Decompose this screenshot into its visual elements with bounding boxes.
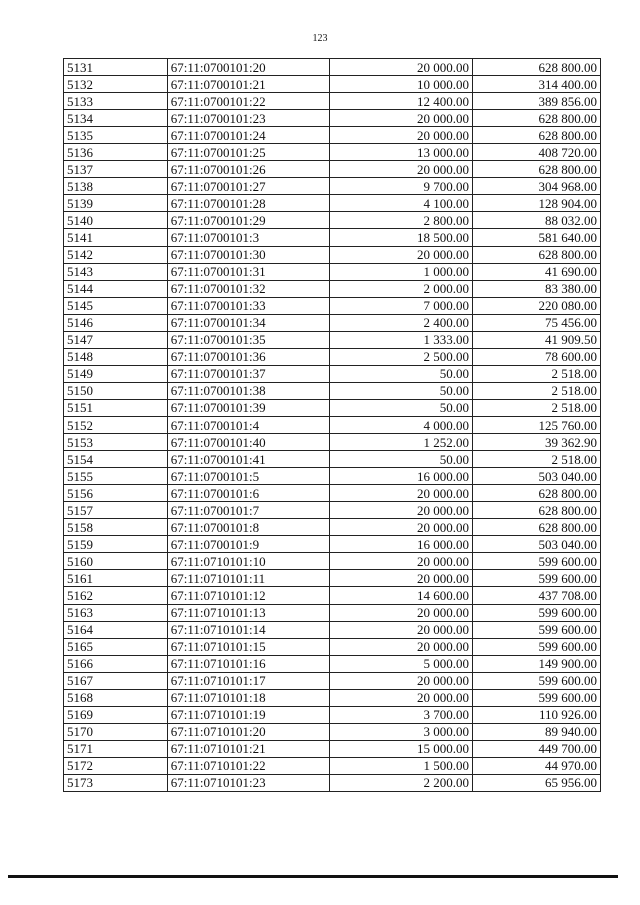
area-cell: 50.00 (329, 382, 472, 399)
cadastral-number-cell: 67:11:0700101:4 (167, 416, 329, 433)
table-row (64, 399, 601, 416)
area-cell: 20 000.00 (329, 502, 472, 519)
record-number-cell: 5172 (64, 757, 168, 774)
area-cell: 20 000.00 (329, 59, 472, 76)
record-number-cell: 5143 (64, 263, 168, 280)
value-cell: 599 600.00 (473, 553, 601, 570)
record-number-cell: 5133 (64, 93, 168, 110)
area-cell: 2 800.00 (329, 212, 472, 229)
table-row (64, 451, 601, 468)
cadastral-number-cell: 67:11:0710101:16 (167, 655, 329, 672)
table-row (64, 757, 601, 774)
table-row (64, 297, 601, 314)
cadastral-number-cell: 67:11:0700101:25 (167, 144, 329, 161)
record-number-cell: 5166 (64, 655, 168, 672)
table-row (64, 178, 601, 195)
value-cell: 628 800.00 (473, 485, 601, 502)
record-number-cell: 5144 (64, 280, 168, 297)
area-cell: 20 000.00 (329, 672, 472, 689)
cadastral-number-cell: 67:11:0700101:30 (167, 246, 329, 263)
value-cell: 599 600.00 (473, 621, 601, 638)
record-number-cell: 5149 (64, 365, 168, 382)
table-row (64, 93, 601, 110)
record-number-cell: 5138 (64, 178, 168, 195)
area-cell: 4 000.00 (329, 416, 472, 433)
table-row (64, 212, 601, 229)
table-row (64, 314, 601, 331)
record-number-cell: 5170 (64, 723, 168, 740)
table-row (64, 689, 601, 706)
area-cell: 2 000.00 (329, 280, 472, 297)
value-cell: 41 690.00 (473, 263, 601, 280)
cadastral-number-cell: 67:11:0700101:34 (167, 314, 329, 331)
cadastral-number-cell: 67:11:0710101:18 (167, 689, 329, 706)
area-cell: 5 000.00 (329, 655, 472, 672)
cadastral-number-cell: 67:11:0700101:36 (167, 348, 329, 365)
cadastral-number-cell: 67:11:0700101:29 (167, 212, 329, 229)
value-cell: 41 909.50 (473, 331, 601, 348)
value-cell: 78 600.00 (473, 348, 601, 365)
cadastral-number-cell: 67:11:0710101:22 (167, 757, 329, 774)
value-cell: 125 760.00 (473, 416, 601, 433)
record-number-cell: 5141 (64, 229, 168, 246)
value-cell: 408 720.00 (473, 144, 601, 161)
value-cell: 88 032.00 (473, 212, 601, 229)
record-number-cell: 5159 (64, 536, 168, 553)
table-row (64, 604, 601, 621)
area-cell: 3 000.00 (329, 723, 472, 740)
record-number-cell: 5163 (64, 604, 168, 621)
record-number-cell: 5160 (64, 553, 168, 570)
cadastral-number-cell: 67:11:0710101:20 (167, 723, 329, 740)
value-cell: 599 600.00 (473, 570, 601, 587)
cadastral-number-cell: 67:11:0700101:28 (167, 195, 329, 212)
value-cell: 581 640.00 (473, 229, 601, 246)
value-cell: 128 904.00 (473, 195, 601, 212)
record-number-cell: 5155 (64, 468, 168, 485)
record-number-cell: 5150 (64, 382, 168, 399)
table-row (64, 59, 601, 76)
area-cell: 20 000.00 (329, 638, 472, 655)
table-row (64, 263, 601, 280)
area-cell: 20 000.00 (329, 519, 472, 536)
value-cell: 65 956.00 (473, 774, 601, 791)
area-cell: 12 400.00 (329, 93, 472, 110)
area-cell: 20 000.00 (329, 621, 472, 638)
cadastral-number-cell: 67:11:0710101:15 (167, 638, 329, 655)
record-number-cell: 5131 (64, 59, 168, 76)
record-number-cell: 5154 (64, 451, 168, 468)
value-cell: 628 800.00 (473, 519, 601, 536)
record-number-cell: 5156 (64, 485, 168, 502)
table-row (64, 246, 601, 263)
cadastral-number-cell: 67:11:0710101:14 (167, 621, 329, 638)
cadastral-number-cell: 67:11:0700101:5 (167, 468, 329, 485)
area-cell: 20 000.00 (329, 689, 472, 706)
value-cell: 314 400.00 (473, 76, 601, 93)
cadastral-number-cell: 67:11:0710101:17 (167, 672, 329, 689)
value-cell: 149 900.00 (473, 655, 601, 672)
record-number-cell: 5157 (64, 502, 168, 519)
cadastral-number-cell: 67:11:0700101:3 (167, 229, 329, 246)
record-number-cell: 5142 (64, 246, 168, 263)
value-cell: 503 040.00 (473, 536, 601, 553)
record-number-cell: 5134 (64, 110, 168, 127)
area-cell: 20 000.00 (329, 604, 472, 621)
record-number-cell: 5152 (64, 416, 168, 433)
area-cell: 1 000.00 (329, 263, 472, 280)
table-row (64, 519, 601, 536)
area-cell: 9 700.00 (329, 178, 472, 195)
area-cell: 2 500.00 (329, 348, 472, 365)
area-cell: 20 000.00 (329, 570, 472, 587)
area-cell: 2 400.00 (329, 314, 472, 331)
value-cell: 628 800.00 (473, 127, 601, 144)
cadastral-table (63, 58, 601, 792)
cadastral-number-cell: 67:11:0700101:38 (167, 382, 329, 399)
cadastral-number-cell: 67:11:0700101:21 (167, 76, 329, 93)
table-row (64, 570, 601, 587)
value-cell: 628 800.00 (473, 502, 601, 519)
value-cell: 75 456.00 (473, 314, 601, 331)
area-cell: 20 000.00 (329, 553, 472, 570)
value-cell: 503 040.00 (473, 468, 601, 485)
table-row (64, 774, 601, 791)
area-cell: 16 000.00 (329, 468, 472, 485)
cadastral-number-cell: 67:11:0700101:35 (167, 331, 329, 348)
cadastral-number-cell: 67:11:0700101:32 (167, 280, 329, 297)
cadastral-number-cell: 67:11:0700101:37 (167, 365, 329, 382)
value-cell: 2 518.00 (473, 451, 601, 468)
table-row (64, 416, 601, 433)
area-cell: 3 700.00 (329, 706, 472, 723)
table-row (64, 468, 601, 485)
area-cell: 4 100.00 (329, 195, 472, 212)
record-number-cell: 5153 (64, 434, 168, 451)
value-cell: 628 800.00 (473, 161, 601, 178)
table-row (64, 280, 601, 297)
record-number-cell: 5162 (64, 587, 168, 604)
page-number: 123 (312, 33, 328, 44)
area-cell: 16 000.00 (329, 536, 472, 553)
area-cell: 10 000.00 (329, 76, 472, 93)
cadastral-number-cell: 67:11:0710101:12 (167, 587, 329, 604)
value-cell: 2 518.00 (473, 399, 601, 416)
cadastral-number-cell: 67:11:0700101:20 (167, 59, 329, 76)
table-row (64, 110, 601, 127)
value-cell: 44 970.00 (473, 757, 601, 774)
table-row (64, 365, 601, 382)
value-cell: 389 856.00 (473, 93, 601, 110)
record-number-cell: 5136 (64, 144, 168, 161)
area-cell: 50.00 (329, 399, 472, 416)
record-number-cell: 5145 (64, 297, 168, 314)
record-number-cell: 5165 (64, 638, 168, 655)
value-cell: 89 940.00 (473, 723, 601, 740)
area-cell: 2 200.00 (329, 774, 472, 791)
value-cell: 599 600.00 (473, 689, 601, 706)
value-cell: 110 926.00 (473, 706, 601, 723)
value-cell: 83 380.00 (473, 280, 601, 297)
record-number-cell: 5164 (64, 621, 168, 638)
area-cell: 7 000.00 (329, 297, 472, 314)
cadastral-number-cell: 67:11:0710101:21 (167, 740, 329, 757)
table-row (64, 502, 601, 519)
area-cell: 14 600.00 (329, 587, 472, 604)
area-cell: 15 000.00 (329, 740, 472, 757)
table-row (64, 485, 601, 502)
table-row (64, 672, 601, 689)
footer-rule (8, 875, 618, 878)
table-row (64, 76, 601, 93)
record-number-cell: 5167 (64, 672, 168, 689)
cadastral-number-cell: 67:11:0700101:6 (167, 485, 329, 502)
area-cell: 20 000.00 (329, 110, 472, 127)
table-row (64, 723, 601, 740)
table-row (64, 382, 601, 399)
cadastral-number-cell: 67:11:0700101:26 (167, 161, 329, 178)
record-number-cell: 5148 (64, 348, 168, 365)
table-row (64, 229, 601, 246)
area-cell: 50.00 (329, 451, 472, 468)
record-number-cell: 5140 (64, 212, 168, 229)
record-number-cell: 5158 (64, 519, 168, 536)
cadastral-number-cell: 67:11:0700101:22 (167, 93, 329, 110)
value-cell: 599 600.00 (473, 672, 601, 689)
value-cell: 599 600.00 (473, 638, 601, 655)
cadastral-number-cell: 67:11:0710101:10 (167, 553, 329, 570)
table-row (64, 536, 601, 553)
area-cell: 18 500.00 (329, 229, 472, 246)
cadastral-number-cell: 67:11:0700101:9 (167, 536, 329, 553)
cadastral-number-cell: 67:11:0700101:27 (167, 178, 329, 195)
table-row (64, 638, 601, 655)
area-cell: 20 000.00 (329, 485, 472, 502)
table-body (64, 59, 601, 792)
value-cell: 628 800.00 (473, 110, 601, 127)
value-cell: 304 968.00 (473, 178, 601, 195)
table-row (64, 553, 601, 570)
cadastral-number-cell: 67:11:0700101:33 (167, 297, 329, 314)
cadastral-number-cell: 67:11:0700101:40 (167, 434, 329, 451)
value-cell: 2 518.00 (473, 365, 601, 382)
table-row (64, 655, 601, 672)
area-cell: 20 000.00 (329, 161, 472, 178)
table-row (64, 706, 601, 723)
area-cell: 1 252.00 (329, 434, 472, 451)
area-cell: 13 000.00 (329, 144, 472, 161)
cadastral-number-cell: 67:11:0700101:23 (167, 110, 329, 127)
table-row (64, 144, 601, 161)
cadastral-number-cell: 67:11:0710101:11 (167, 570, 329, 587)
record-number-cell: 5137 (64, 161, 168, 178)
area-cell: 1 500.00 (329, 757, 472, 774)
record-number-cell: 5135 (64, 127, 168, 144)
table-row (64, 621, 601, 638)
value-cell: 628 800.00 (473, 59, 601, 76)
value-cell: 220 080.00 (473, 297, 601, 314)
cadastral-number-cell: 67:11:0710101:13 (167, 604, 329, 621)
cadastral-number-cell: 67:11:0700101:24 (167, 127, 329, 144)
record-number-cell: 5168 (64, 689, 168, 706)
area-cell: 50.00 (329, 365, 472, 382)
table-row (64, 195, 601, 212)
cadastral-number-cell: 67:11:0700101:7 (167, 502, 329, 519)
cadastral-number-cell: 67:11:0710101:19 (167, 706, 329, 723)
table-row (64, 161, 601, 178)
record-number-cell: 5173 (64, 774, 168, 791)
table-row (64, 740, 601, 757)
value-cell: 437 708.00 (473, 587, 601, 604)
value-cell: 39 362.90 (473, 434, 601, 451)
record-number-cell: 5171 (64, 740, 168, 757)
cadastral-number-cell: 67:11:0710101:23 (167, 774, 329, 791)
record-number-cell: 5139 (64, 195, 168, 212)
record-number-cell: 5169 (64, 706, 168, 723)
area-cell: 20 000.00 (329, 127, 472, 144)
cadastral-number-cell: 67:11:0700101:41 (167, 451, 329, 468)
record-number-cell: 5132 (64, 76, 168, 93)
table-row (64, 127, 601, 144)
value-cell: 628 800.00 (473, 246, 601, 263)
record-number-cell: 5161 (64, 570, 168, 587)
area-cell: 20 000.00 (329, 246, 472, 263)
table-row (64, 587, 601, 604)
table-row (64, 348, 601, 365)
table-row (64, 331, 601, 348)
cadastral-number-cell: 67:11:0700101:31 (167, 263, 329, 280)
cadastral-number-cell: 67:11:0700101:39 (167, 399, 329, 416)
record-number-cell: 5151 (64, 399, 168, 416)
cadastral-number-cell: 67:11:0700101:8 (167, 519, 329, 536)
table-row (64, 434, 601, 451)
value-cell: 2 518.00 (473, 382, 601, 399)
record-number-cell: 5147 (64, 331, 168, 348)
value-cell: 599 600.00 (473, 604, 601, 621)
area-cell: 1 333.00 (329, 331, 472, 348)
value-cell: 449 700.00 (473, 740, 601, 757)
record-number-cell: 5146 (64, 314, 168, 331)
